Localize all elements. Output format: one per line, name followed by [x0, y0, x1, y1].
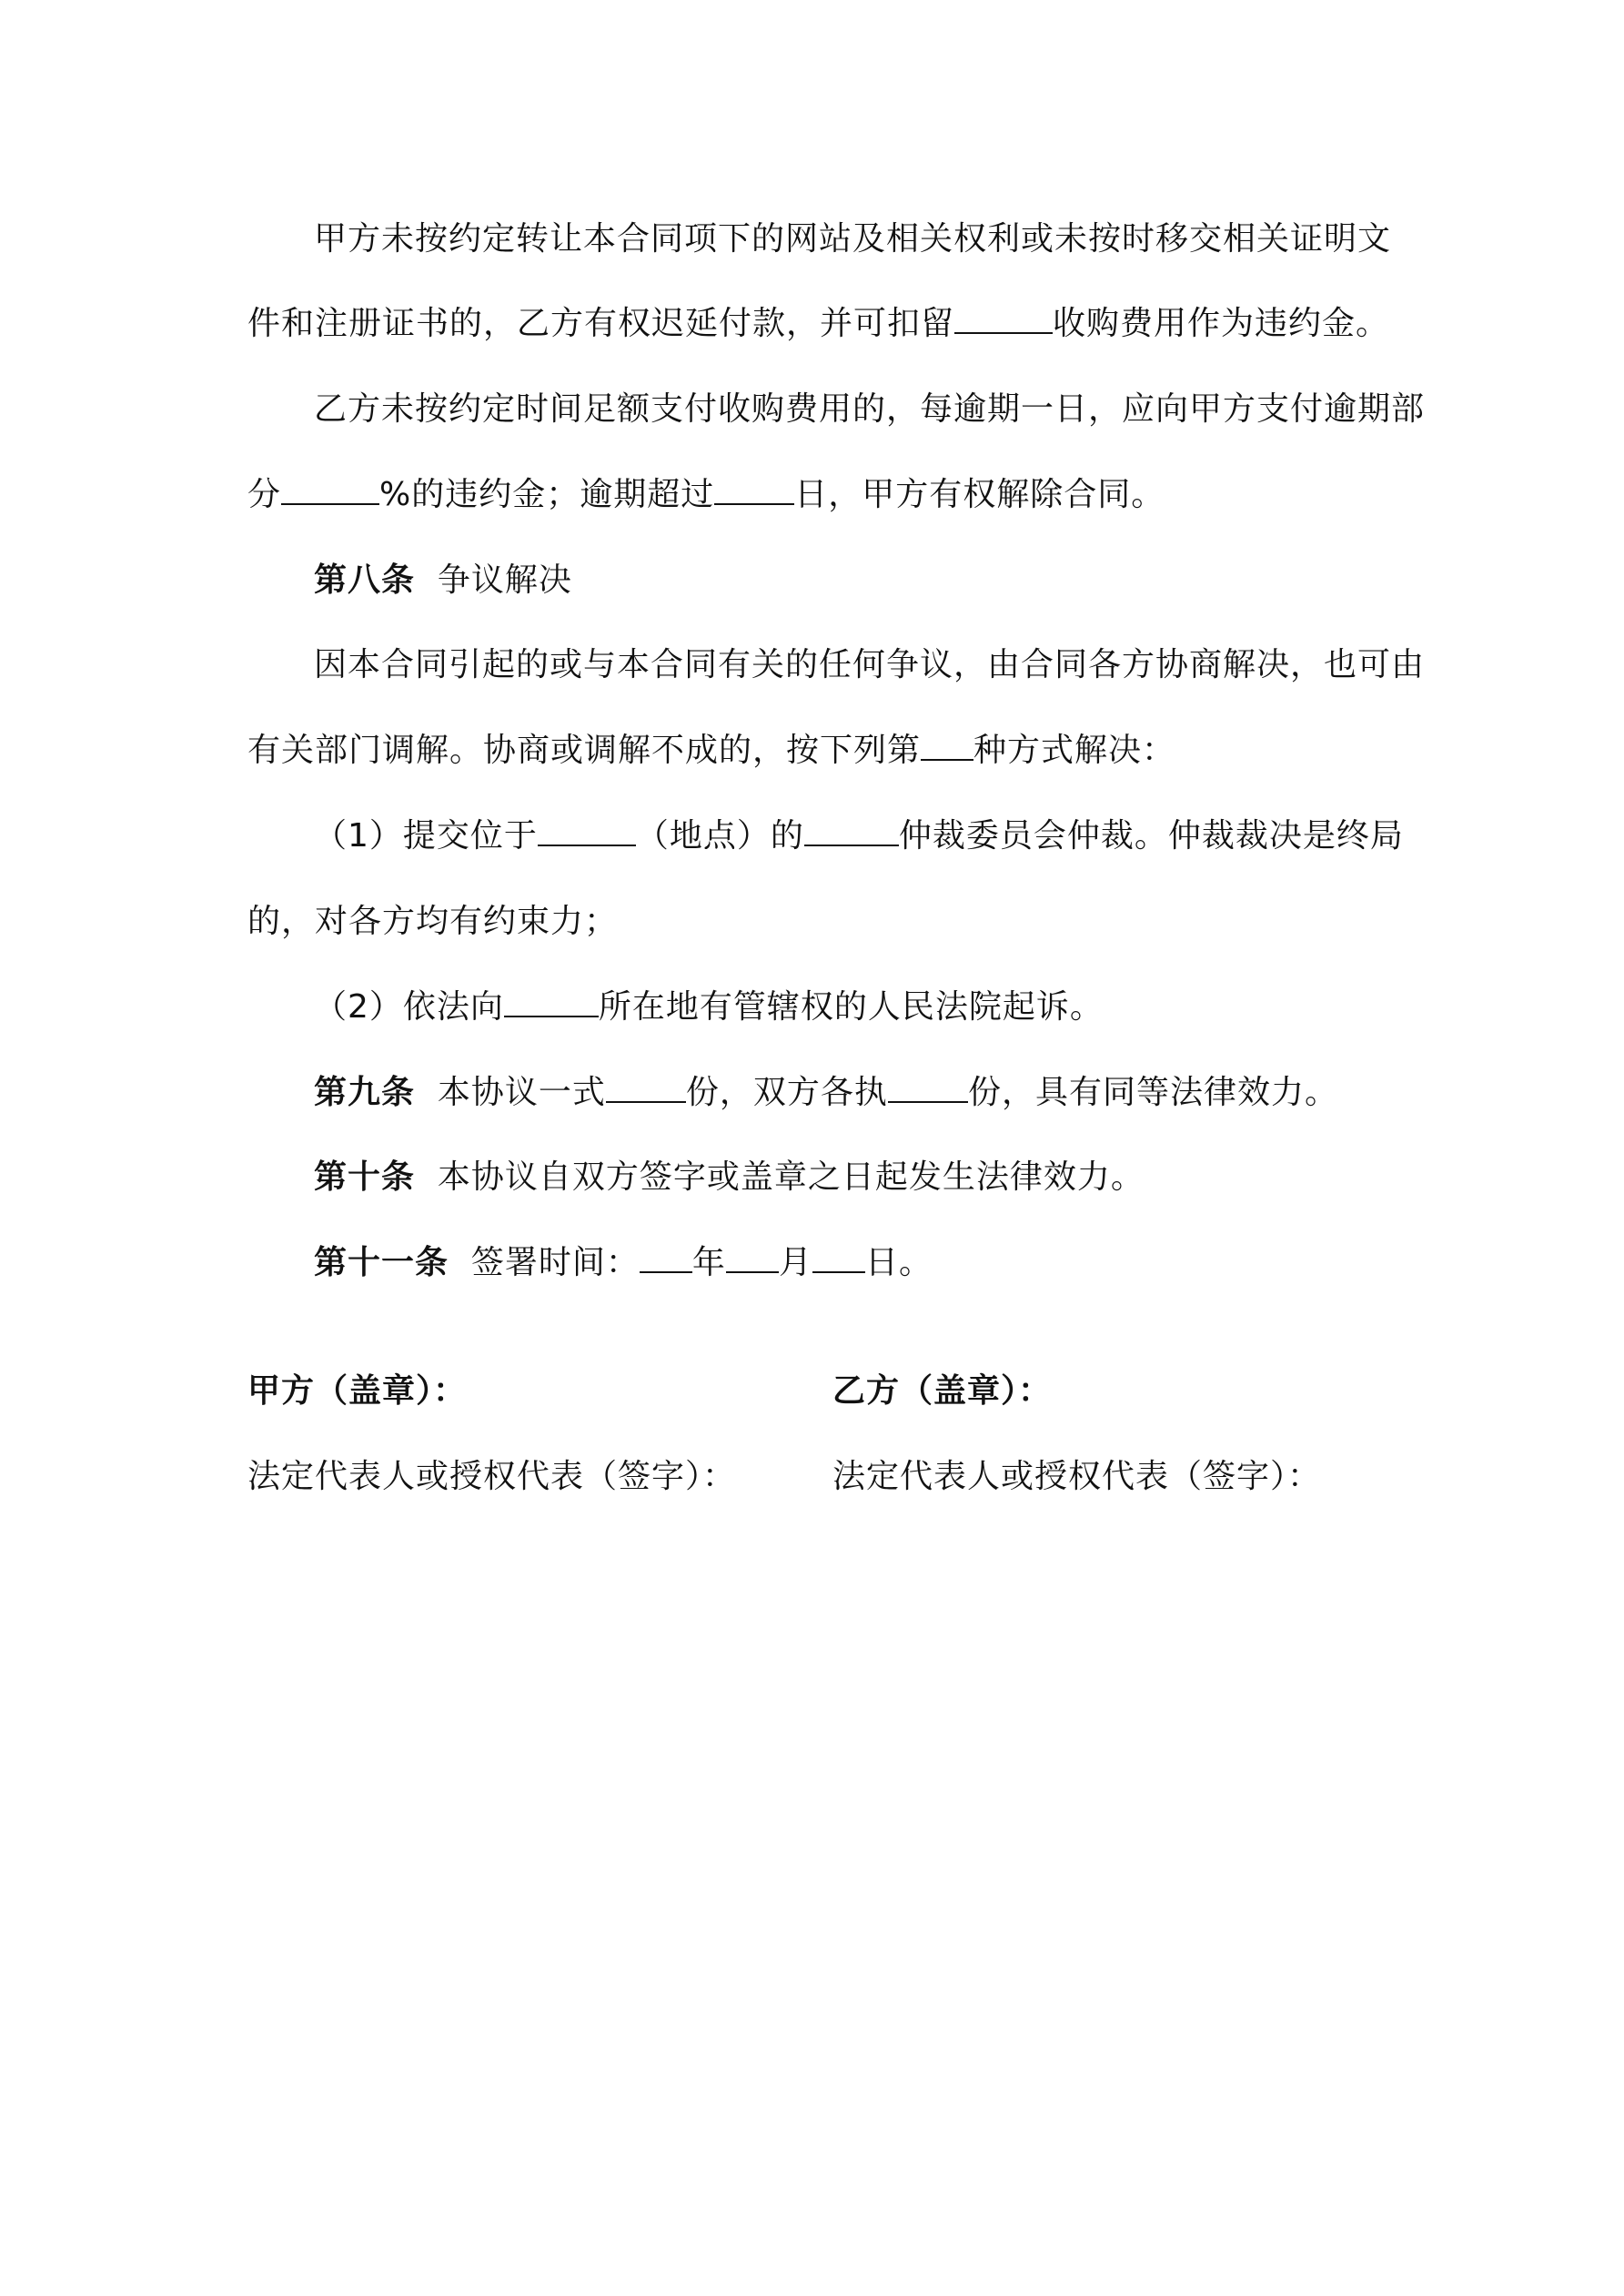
- paragraph-line: [247, 304, 1389, 344]
- fill-in-blank[interactable]: [504, 988, 599, 1017]
- article-line: [314, 1158, 1145, 1198]
- fill-in-blank[interactable]: [954, 305, 1053, 334]
- text: 仲裁委员会仲裁。仲裁裁决是终局: [898, 817, 1404, 855]
- month-blank[interactable]: [726, 1244, 779, 1273]
- text: 件和注册证书的，乙方有权迟延付款，并可扣留: [247, 305, 955, 342]
- party-a-seal-label: 甲方（盖章）：: [247, 1372, 468, 1410]
- article-number: 第九条: [314, 1074, 416, 1111]
- option-line: [314, 816, 1404, 856]
- year-blank[interactable]: [640, 1244, 692, 1273]
- text: 种方式解决：: [973, 732, 1176, 769]
- text: 有关部门调解。协商或调解不成的，按下列第: [247, 732, 922, 769]
- text: 乙方未按约定时间足额支付收购费用的，每逾期一日，应向甲方支付逾期部: [314, 390, 1426, 428]
- option-line: [314, 987, 1104, 1027]
- fill-in-blank[interactable]: [921, 732, 973, 761]
- party-b-seal-label: 乙方（盖章）：: [832, 1372, 1053, 1410]
- text: 甲方未按约定转让本合同项下的网站及相关权利或未按时移交相关证明文: [314, 220, 1392, 258]
- text: 签署时间：: [470, 1244, 640, 1281]
- paragraph-line: [314, 389, 1425, 430]
- article-line: [314, 1243, 933, 1283]
- article-line: [314, 1073, 1338, 1113]
- article-number: 第十一条: [314, 1244, 449, 1281]
- article-number: 第十条: [314, 1158, 416, 1196]
- text: 份，具有同等法律效力。: [967, 1074, 1338, 1111]
- text: 的，对各方均有约束力；: [247, 903, 619, 940]
- text: 收购费用作为违约金。: [1053, 305, 1390, 342]
- article-heading: [314, 561, 572, 601]
- fill-in-blank[interactable]: [714, 476, 794, 505]
- paragraph-line: [314, 219, 1391, 259]
- fill-in-blank[interactable]: [606, 1074, 686, 1103]
- fill-in-blank[interactable]: [888, 1074, 968, 1103]
- party-b-representative-label: 法定代表人或授权代表（签字）：: [832, 1458, 1322, 1495]
- text: 本协议一式: [437, 1074, 606, 1111]
- text: 份，双方各执: [685, 1074, 888, 1111]
- fill-in-blank[interactable]: [804, 817, 899, 846]
- fill-in-blank[interactable]: [281, 476, 379, 505]
- article-number: 第八条: [314, 561, 416, 599]
- text: 本协议自双方签字或盖章之日起发生法律效力。: [437, 1158, 1145, 1196]
- paragraph-line: [247, 475, 1165, 515]
- text: 月: [778, 1244, 812, 1281]
- paragraph-line: [314, 645, 1425, 685]
- text: （地点）的: [635, 817, 804, 855]
- text: （1）提交位于: [314, 817, 538, 855]
- text: %的违约金；逾期超过: [379, 476, 715, 513]
- text: 日，甲方有权解除合同。: [794, 476, 1165, 513]
- text: 因本合同引起的或与本合同有关的任何争议，由合同各方协商解决，也可由: [314, 646, 1426, 683]
- text: 所在地有管辖权的人民法院起诉。: [598, 988, 1104, 1026]
- option-line: [247, 902, 618, 942]
- paragraph-line: [247, 731, 1175, 771]
- fill-in-blank[interactable]: [538, 817, 636, 846]
- text: 日。: [864, 1244, 933, 1281]
- text: 分: [247, 476, 282, 513]
- text: （2）依法向: [314, 988, 504, 1026]
- article-title: 争议解决: [437, 561, 572, 599]
- day-blank[interactable]: [812, 1244, 865, 1273]
- text: 年: [691, 1244, 726, 1281]
- party-a-representative-label: 法定代表人或授权代表（签字）：: [247, 1458, 737, 1495]
